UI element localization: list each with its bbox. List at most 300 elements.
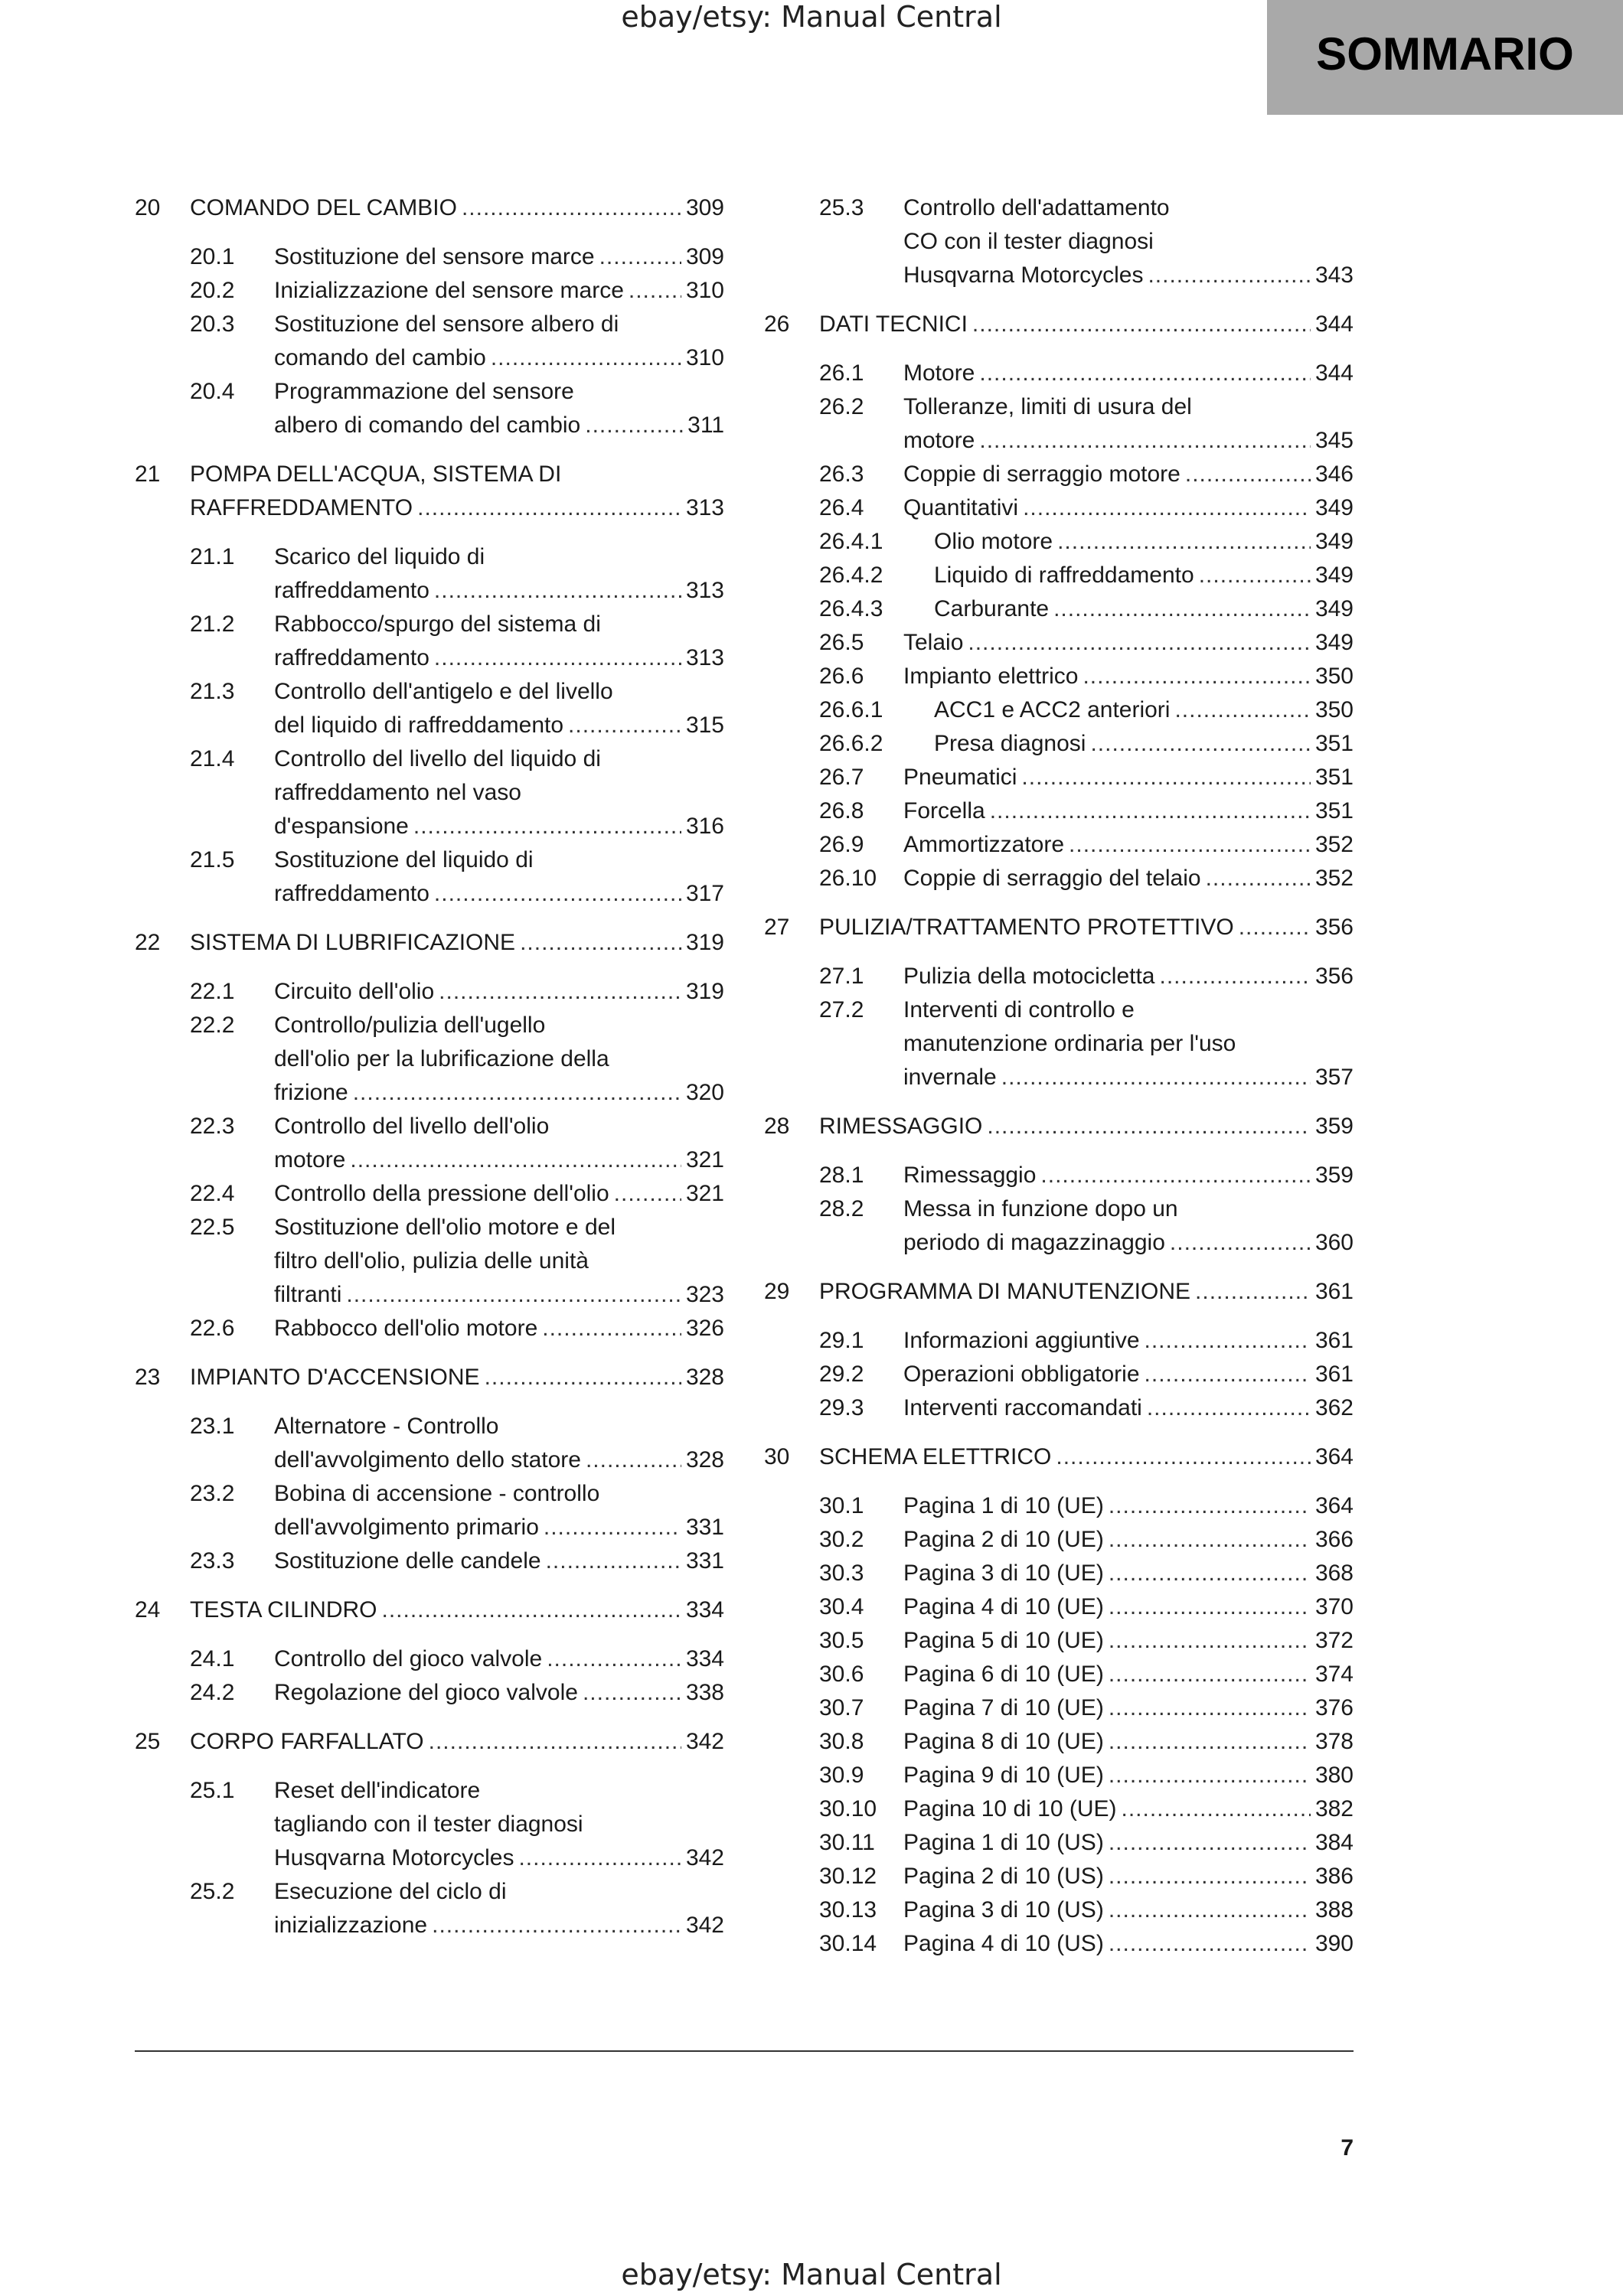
toc-entry-number: 20.3	[190, 311, 235, 337]
toc-section[interactable]	[764, 828, 1354, 862]
toc-entry-title: Sostituzione delle candele	[274, 1548, 541, 1574]
toc-section[interactable]	[135, 1211, 724, 1312]
toc-entry-title: Controllo/pulizia dell'ugello	[274, 1013, 546, 1038]
toc-section[interactable]	[764, 1523, 1354, 1557]
toc-entry-title: Bobina di accensione - controllo	[274, 1481, 600, 1506]
toc-entry-title: Rabbocco dell'olio motore	[274, 1316, 538, 1341]
toc-page-number: 331	[685, 1548, 724, 1574]
dot-leader	[462, 191, 681, 225]
dot-leader	[429, 1725, 681, 1759]
toc-entry-number: 29.2	[819, 1362, 864, 1387]
dot-leader	[1174, 693, 1310, 727]
toc-entry-title: Impianto elettrico	[903, 664, 1079, 689]
toc-entry-title: CO con il tester diagnosi	[903, 229, 1154, 254]
toc-page-number: 382	[1314, 1796, 1354, 1821]
dot-leader	[1185, 458, 1311, 491]
toc-section[interactable]	[764, 1324, 1354, 1358]
toc-entry-title: Tolleranze, limiti di usura del	[903, 394, 1192, 419]
toc-page-number: 351	[1314, 765, 1354, 790]
toc-entry-number: 21.4	[190, 746, 235, 771]
dot-leader	[520, 926, 681, 960]
toc-section[interactable]	[135, 1642, 724, 1676]
toc-entry-title: comando del cambio	[274, 345, 486, 370]
toc-entry-title: Coppie di serraggio motore	[903, 461, 1181, 487]
toc-entry-title: albero di comando del cambio	[274, 413, 581, 438]
toc-entry-title: RIMESSAGGIO	[819, 1114, 983, 1139]
toc-page-number: 359	[1314, 1114, 1354, 1139]
toc-section[interactable]	[135, 1477, 724, 1544]
toc-entry-title: Sostituzione del liquido di	[274, 847, 534, 872]
toc-entry-title: DATI TECNICI	[819, 311, 968, 337]
dot-leader	[1023, 491, 1311, 525]
toc-page-number: 351	[1314, 731, 1354, 756]
dot-leader	[542, 1312, 681, 1345]
toc-entry-title: Pagina 7 di 10 (UE)	[903, 1695, 1104, 1720]
dot-leader	[1160, 960, 1311, 993]
toc-entry-number: 26.3	[819, 461, 864, 487]
toc-entry-title: Circuito dell'olio	[274, 979, 435, 1004]
toc-entry-title: invernale	[903, 1065, 997, 1090]
toc-section[interactable]	[764, 660, 1354, 693]
toc-section[interactable]	[135, 1312, 724, 1345]
toc-page-number: 331	[685, 1515, 724, 1540]
toc-page-number: 317	[685, 881, 724, 906]
toc-page-number: 386	[1314, 1864, 1354, 1889]
dot-leader	[546, 1544, 681, 1578]
toc-page-number: 364	[1314, 1493, 1354, 1518]
toc-section[interactable]	[135, 1676, 724, 1710]
toc-section[interactable]	[135, 1009, 724, 1110]
dot-leader	[518, 1841, 681, 1875]
toc-entry-number: 28	[764, 1114, 790, 1139]
toc-entry-title: RAFFREDDAMENTO	[190, 495, 413, 520]
toc-section[interactable]	[764, 960, 1354, 993]
toc-entry-number: 20.1	[190, 244, 235, 269]
toc-entry-number: 30.4	[819, 1594, 864, 1619]
toc-page-number: 357	[1314, 1065, 1354, 1090]
dot-leader	[1195, 1275, 1311, 1309]
toc-subsection[interactable]	[764, 525, 1354, 559]
toc-subsection[interactable]	[764, 559, 1354, 592]
dot-leader	[1109, 1927, 1311, 1961]
dot-leader	[585, 409, 683, 442]
toc-section[interactable]	[764, 1159, 1354, 1192]
toc-entry-number: 29.3	[819, 1395, 864, 1420]
toc-entry-title: Coppie di serraggio del telaio	[903, 866, 1201, 891]
dot-leader	[544, 1511, 681, 1544]
toc-entry-number: 22.6	[190, 1316, 235, 1341]
toc-section[interactable]	[135, 375, 724, 442]
toc-entry-title: Rabbocco/spurgo del sistema di	[274, 612, 601, 637]
dot-leader	[1109, 1691, 1311, 1725]
dot-leader	[346, 1278, 681, 1312]
toc-section[interactable]	[135, 274, 724, 308]
toc-entry-title: Informazioni aggiuntive	[903, 1328, 1140, 1353]
dot-leader	[979, 424, 1311, 458]
toc-page-number: 342	[685, 1845, 724, 1870]
toc-entry-title: Messa in funzione dopo un	[903, 1196, 1178, 1221]
toc-section[interactable]	[764, 1358, 1354, 1391]
toc-page-number: 374	[1314, 1662, 1354, 1687]
watermark-bottom: ebay/etsy: Manual Central	[621, 2258, 1002, 2291]
toc-entry-title: Telaio	[903, 630, 964, 655]
toc-page-number: 390	[1314, 1931, 1354, 1956]
toc-entry-title: d'espansione	[274, 814, 409, 839]
toc-chapter[interactable]	[135, 1725, 724, 1759]
toc-entry-number: 26.7	[819, 765, 864, 790]
dot-leader	[586, 1443, 681, 1477]
dot-leader	[1109, 1826, 1311, 1860]
toc-entry-title: Pneumatici	[903, 765, 1017, 790]
dot-leader	[1147, 1391, 1311, 1425]
dot-leader	[1090, 727, 1310, 761]
toc-page-number: 361	[1314, 1279, 1354, 1304]
dot-leader	[1109, 1860, 1311, 1893]
toc-entry-title: Pagina 1 di 10 (UE)	[903, 1493, 1104, 1518]
toc-entry-title: filtro dell'olio, pulizia delle unità	[274, 1248, 589, 1274]
toc-chapter[interactable]	[764, 1110, 1354, 1143]
toc-entry-number: 26.8	[819, 798, 864, 823]
toc-page-number: 349	[1314, 495, 1354, 520]
toc-page-number: 328	[685, 1365, 724, 1390]
toc-entry-number: 26.10	[819, 866, 877, 891]
toc-entry-number: 25	[135, 1729, 161, 1754]
toc-entry-title: Pagina 3 di 10 (US)	[903, 1897, 1104, 1923]
toc-page-number: 372	[1314, 1628, 1354, 1653]
toc-entry-title: Sostituzione dell'olio motore e del	[274, 1215, 616, 1240]
toc-section[interactable]	[764, 1391, 1354, 1425]
toc-entry-number: 23.2	[190, 1481, 235, 1506]
dot-leader	[614, 1177, 681, 1211]
toc-section[interactable]	[135, 1110, 724, 1177]
toc-page-number: 311	[687, 413, 724, 438]
toc-entry-number: 27.1	[819, 964, 864, 989]
toc-entry-title: del liquido di raffreddamento	[274, 713, 564, 738]
dot-leader	[583, 1676, 681, 1710]
dot-leader	[1109, 1725, 1311, 1759]
toc-entry-number: 30.1	[819, 1493, 864, 1518]
dot-leader	[1145, 1358, 1311, 1391]
dot-leader	[1145, 1324, 1311, 1358]
toc-page-number: 313	[685, 578, 724, 603]
toc-page-number: 344	[1314, 311, 1354, 337]
page-title: SOMMARIO	[1316, 28, 1574, 80]
dot-leader	[568, 709, 681, 742]
toc-section[interactable]	[764, 794, 1354, 828]
toc-page-number: 313	[685, 495, 724, 520]
toc-entry-title: PROGRAMMA DI MANUTENZIONE	[819, 1279, 1191, 1304]
toc-page-number: 343	[1314, 263, 1354, 288]
toc-entry-number: 24.2	[190, 1680, 235, 1705]
dot-leader	[979, 357, 1311, 390]
toc-section[interactable]	[135, 240, 724, 274]
toc-entry-title: raffreddamento	[274, 881, 429, 906]
toc-entry-title: Motore	[903, 360, 975, 386]
toc-entry-number: 21.2	[190, 612, 235, 637]
toc-section[interactable]	[135, 1410, 724, 1477]
toc-section[interactable]	[764, 1192, 1354, 1260]
toc-subsection[interactable]	[764, 592, 1354, 626]
toc-entry-number: 21	[135, 461, 161, 487]
toc-entry-title: Rimessaggio	[903, 1163, 1037, 1188]
toc-entry-title: ACC1 e ACC2 anteriori	[934, 697, 1171, 722]
toc-page-number: 368	[1314, 1561, 1354, 1586]
toc-entry-title: CORPO FARFALLATO	[190, 1729, 424, 1754]
toc-section[interactable]	[764, 191, 1354, 292]
dot-leader	[1056, 1440, 1311, 1474]
toc-entry-number: 30.12	[819, 1864, 877, 1889]
dot-leader	[1109, 1489, 1311, 1523]
toc-page-number: 349	[1314, 529, 1354, 554]
watermark-top: ebay/etsy: Manual Central	[621, 0, 1002, 34]
dot-leader	[990, 794, 1311, 828]
toc-right-column	[764, 191, 1354, 1961]
dot-leader	[1109, 1658, 1311, 1691]
toc-section[interactable]	[764, 993, 1354, 1094]
toc-page-number: 388	[1314, 1897, 1354, 1923]
toc-entry-title: raffreddamento	[274, 578, 429, 603]
toc-entry-title: Pagina 10 di 10 (UE)	[903, 1796, 1117, 1821]
dot-leader	[1083, 660, 1310, 693]
toc-section[interactable]	[764, 491, 1354, 525]
toc-page-number: 342	[685, 1729, 724, 1754]
toc-section[interactable]	[764, 1624, 1354, 1658]
toc-section[interactable]	[764, 1489, 1354, 1523]
toc-subsection[interactable]	[764, 693, 1354, 727]
toc-entry-number: 22	[135, 930, 161, 955]
dot-leader	[972, 308, 1311, 341]
toc-entry-title: Pagina 4 di 10 (US)	[903, 1931, 1104, 1956]
toc-page-number: 359	[1314, 1163, 1354, 1188]
toc-entry-title: POMPA DELL'ACQUA, SISTEMA DI	[190, 461, 562, 487]
toc-entry-number: 30.9	[819, 1763, 864, 1788]
toc-subsection[interactable]	[764, 727, 1354, 761]
toc-entry-title: Controllo della pressione dell'olio	[274, 1181, 609, 1206]
toc-chapter[interactable]	[135, 1361, 724, 1394]
dot-leader	[491, 341, 681, 375]
toc-entry-title: TESTA CILINDRO	[190, 1597, 377, 1623]
toc-entry-title: SCHEMA ELETTRICO	[819, 1444, 1052, 1469]
dot-leader	[629, 274, 681, 308]
toc-entry-title: PULIZIA/TRATTAMENTO PROTETTIVO	[819, 915, 1234, 940]
toc-entry-title: Controllo dell'antigelo e del livello	[274, 679, 613, 704]
toc-entry-number: 24	[135, 1597, 161, 1623]
toc-page-number: 315	[685, 713, 724, 738]
toc-entry-title: frizione	[274, 1080, 348, 1105]
toc-entry-number: 21.1	[190, 544, 235, 569]
toc-entry-number: 25.3	[819, 195, 864, 220]
toc-section[interactable]	[764, 862, 1354, 895]
toc-page-number: 345	[1314, 428, 1354, 453]
toc-page-number: 326	[685, 1316, 724, 1341]
toc-entry-number: 25.2	[190, 1879, 235, 1904]
toc-entry-title: Pagina 3 di 10 (UE)	[903, 1561, 1104, 1586]
toc-entry-title: Carburante	[934, 596, 1050, 621]
toc-section[interactable]	[764, 626, 1354, 660]
toc-section[interactable]	[764, 1792, 1354, 1826]
toc-section[interactable]	[135, 1177, 724, 1211]
toc-entry-title: Interventi di controllo e	[903, 997, 1135, 1022]
toc-entry-title: raffreddamento nel vaso	[274, 780, 521, 805]
toc-entry-title: Pagina 9 di 10 (UE)	[903, 1763, 1104, 1788]
toc-entry-title: Sostituzione del sensore marce	[274, 244, 595, 269]
toc-entry-number: 22.5	[190, 1215, 235, 1240]
toc-entry-number: 26.6	[819, 664, 864, 689]
toc-entry-number: 26.1	[819, 360, 864, 386]
toc-page-number: 349	[1314, 596, 1354, 621]
dot-leader	[1170, 1226, 1311, 1260]
toc-page-number: 323	[685, 1282, 724, 1307]
dot-leader	[1001, 1061, 1311, 1094]
toc-page-number: 321	[685, 1181, 724, 1206]
toc-entry-number: 20	[135, 195, 161, 220]
toc-section[interactable]	[764, 1557, 1354, 1590]
footer-divider	[135, 2050, 1354, 2052]
toc-section[interactable]	[135, 608, 724, 675]
toc-page-number: 334	[685, 1646, 724, 1671]
dot-leader	[1148, 259, 1310, 292]
dot-leader	[1109, 1523, 1311, 1557]
toc-page-number: 328	[685, 1447, 724, 1473]
toc-entry-number: 30.11	[819, 1830, 875, 1855]
toc-page-number: 338	[685, 1680, 724, 1705]
toc-entry-title: Pulizia della motocicletta	[903, 964, 1155, 989]
toc-page-number: 313	[685, 645, 724, 670]
toc-entry-title: COMANDO DEL CAMBIO	[190, 195, 457, 220]
toc-entry-number: 22.2	[190, 1013, 235, 1038]
toc-entry-title: tagliando con il tester diagnosi	[274, 1812, 583, 1837]
toc-entry-number: 30.3	[819, 1561, 864, 1586]
toc-page-number: 384	[1314, 1830, 1354, 1855]
toc-entry-title: Operazioni obbligatorie	[903, 1362, 1140, 1387]
toc-page-number: 321	[685, 1147, 724, 1172]
toc-entry-title: SISTEMA DI LUBRIFICAZIONE	[190, 930, 516, 955]
dot-leader	[434, 574, 681, 608]
toc-section[interactable]	[764, 1927, 1354, 1961]
toc-entry-title: Reset dell'indicatore	[274, 1778, 481, 1803]
toc-page-number: 350	[1314, 697, 1354, 722]
toc-entry-number: 30.2	[819, 1527, 864, 1552]
toc-chapter[interactable]	[135, 458, 724, 525]
toc-entry-title: Sostituzione del sensore albero di	[274, 311, 619, 337]
dot-leader	[1206, 862, 1311, 895]
toc-section[interactable]	[764, 1725, 1354, 1759]
toc-section[interactable]	[135, 308, 724, 375]
toc-section[interactable]	[764, 1691, 1354, 1725]
toc-section[interactable]	[135, 1875, 724, 1942]
dot-leader	[599, 240, 681, 274]
dot-leader	[353, 1076, 681, 1110]
toc-entry-number: 22.4	[190, 1181, 235, 1206]
toc-entry-title: Liquido di raffreddamento	[934, 563, 1194, 588]
toc-entry-title: Husqvarna Motorcycles	[903, 263, 1144, 288]
toc-section[interactable]	[135, 742, 724, 843]
toc-entry-title: manutenzione ordinaria per l'uso	[903, 1031, 1236, 1056]
toc-entry-title: Pagina 4 di 10 (UE)	[903, 1594, 1104, 1619]
toc-section[interactable]	[764, 357, 1354, 390]
dot-leader	[413, 810, 681, 843]
toc-entry-title: Controllo del livello dell'olio	[274, 1114, 550, 1139]
toc-entry-title: Controllo dell'adattamento	[903, 195, 1170, 220]
toc-page-number: 360	[1314, 1230, 1354, 1255]
toc-section[interactable]	[764, 1826, 1354, 1860]
toc-entry-number: 27.2	[819, 997, 864, 1022]
toc-chapter[interactable]	[135, 1593, 724, 1627]
toc-entry-number: 26.4	[819, 495, 864, 520]
toc-page-number: 380	[1314, 1763, 1354, 1788]
toc-chapter[interactable]	[135, 191, 724, 225]
dot-leader	[1109, 1557, 1311, 1590]
toc-section[interactable]	[764, 761, 1354, 794]
toc-page-number: 310	[685, 278, 724, 303]
toc-page-number: 350	[1314, 664, 1354, 689]
dot-leader	[1057, 525, 1311, 559]
toc-section[interactable]	[135, 675, 724, 742]
toc-page-number: 309	[685, 244, 724, 269]
toc-page-number: 366	[1314, 1527, 1354, 1552]
toc-section[interactable]	[764, 390, 1354, 458]
toc-chapter[interactable]	[764, 308, 1354, 341]
toc-page-number: 351	[1314, 798, 1354, 823]
toc-entry-number: 26.6.1	[819, 697, 883, 722]
toc-section[interactable]	[135, 1774, 724, 1875]
toc-page-number: 378	[1314, 1729, 1354, 1754]
toc-chapter[interactable]	[135, 926, 724, 960]
toc-entry-number: 30.14	[819, 1931, 877, 1956]
dot-leader	[968, 626, 1311, 660]
toc-page-number: 309	[685, 195, 724, 220]
toc-entry-number: 26	[764, 311, 790, 337]
toc-section[interactable]	[135, 843, 724, 911]
toc-entry-title: inizializzazione	[274, 1913, 428, 1938]
dot-leader	[1239, 911, 1311, 944]
toc-page-number: 320	[685, 1080, 724, 1105]
toc-section[interactable]	[764, 458, 1354, 491]
toc-entry-number: 26.9	[819, 832, 864, 857]
toc-page-number: 370	[1314, 1594, 1354, 1619]
toc-entry-number: 28.2	[819, 1196, 864, 1221]
toc-section[interactable]	[764, 1860, 1354, 1893]
toc-section[interactable]	[764, 1658, 1354, 1691]
toc-section[interactable]	[764, 1893, 1354, 1927]
dot-leader	[1109, 1624, 1311, 1658]
toc-entry-number: 26.4.3	[819, 596, 883, 621]
toc-entry-title: Pagina 2 di 10 (UE)	[903, 1527, 1104, 1552]
dot-leader	[350, 1143, 681, 1177]
toc-section[interactable]	[764, 1590, 1354, 1624]
toc-entry-title: Pagina 1 di 10 (US)	[903, 1830, 1104, 1855]
dot-leader	[381, 1593, 681, 1627]
toc-entry-title: motore	[903, 428, 975, 453]
toc-page-number: 361	[1314, 1362, 1354, 1387]
toc-chapter[interactable]	[764, 911, 1354, 944]
toc-page-number: 361	[1314, 1328, 1354, 1353]
toc-page-number: 319	[685, 979, 724, 1004]
toc-entry-number: 26.6.2	[819, 731, 883, 756]
toc-chapter[interactable]	[764, 1275, 1354, 1309]
dot-leader	[1109, 1759, 1311, 1792]
toc-entry-title: Forcella	[903, 798, 985, 823]
toc-chapter[interactable]	[764, 1440, 1354, 1474]
toc-entry-number: 26.4.1	[819, 529, 883, 554]
toc-entry-number: 22.3	[190, 1114, 235, 1139]
toc-section[interactable]	[135, 540, 724, 608]
toc-entry-title: Pagina 6 di 10 (UE)	[903, 1662, 1104, 1687]
toc-section[interactable]	[135, 975, 724, 1009]
toc-section[interactable]	[135, 1544, 724, 1578]
toc-section[interactable]	[764, 1759, 1354, 1792]
toc-entry-title: Ammortizzatore	[903, 832, 1065, 857]
